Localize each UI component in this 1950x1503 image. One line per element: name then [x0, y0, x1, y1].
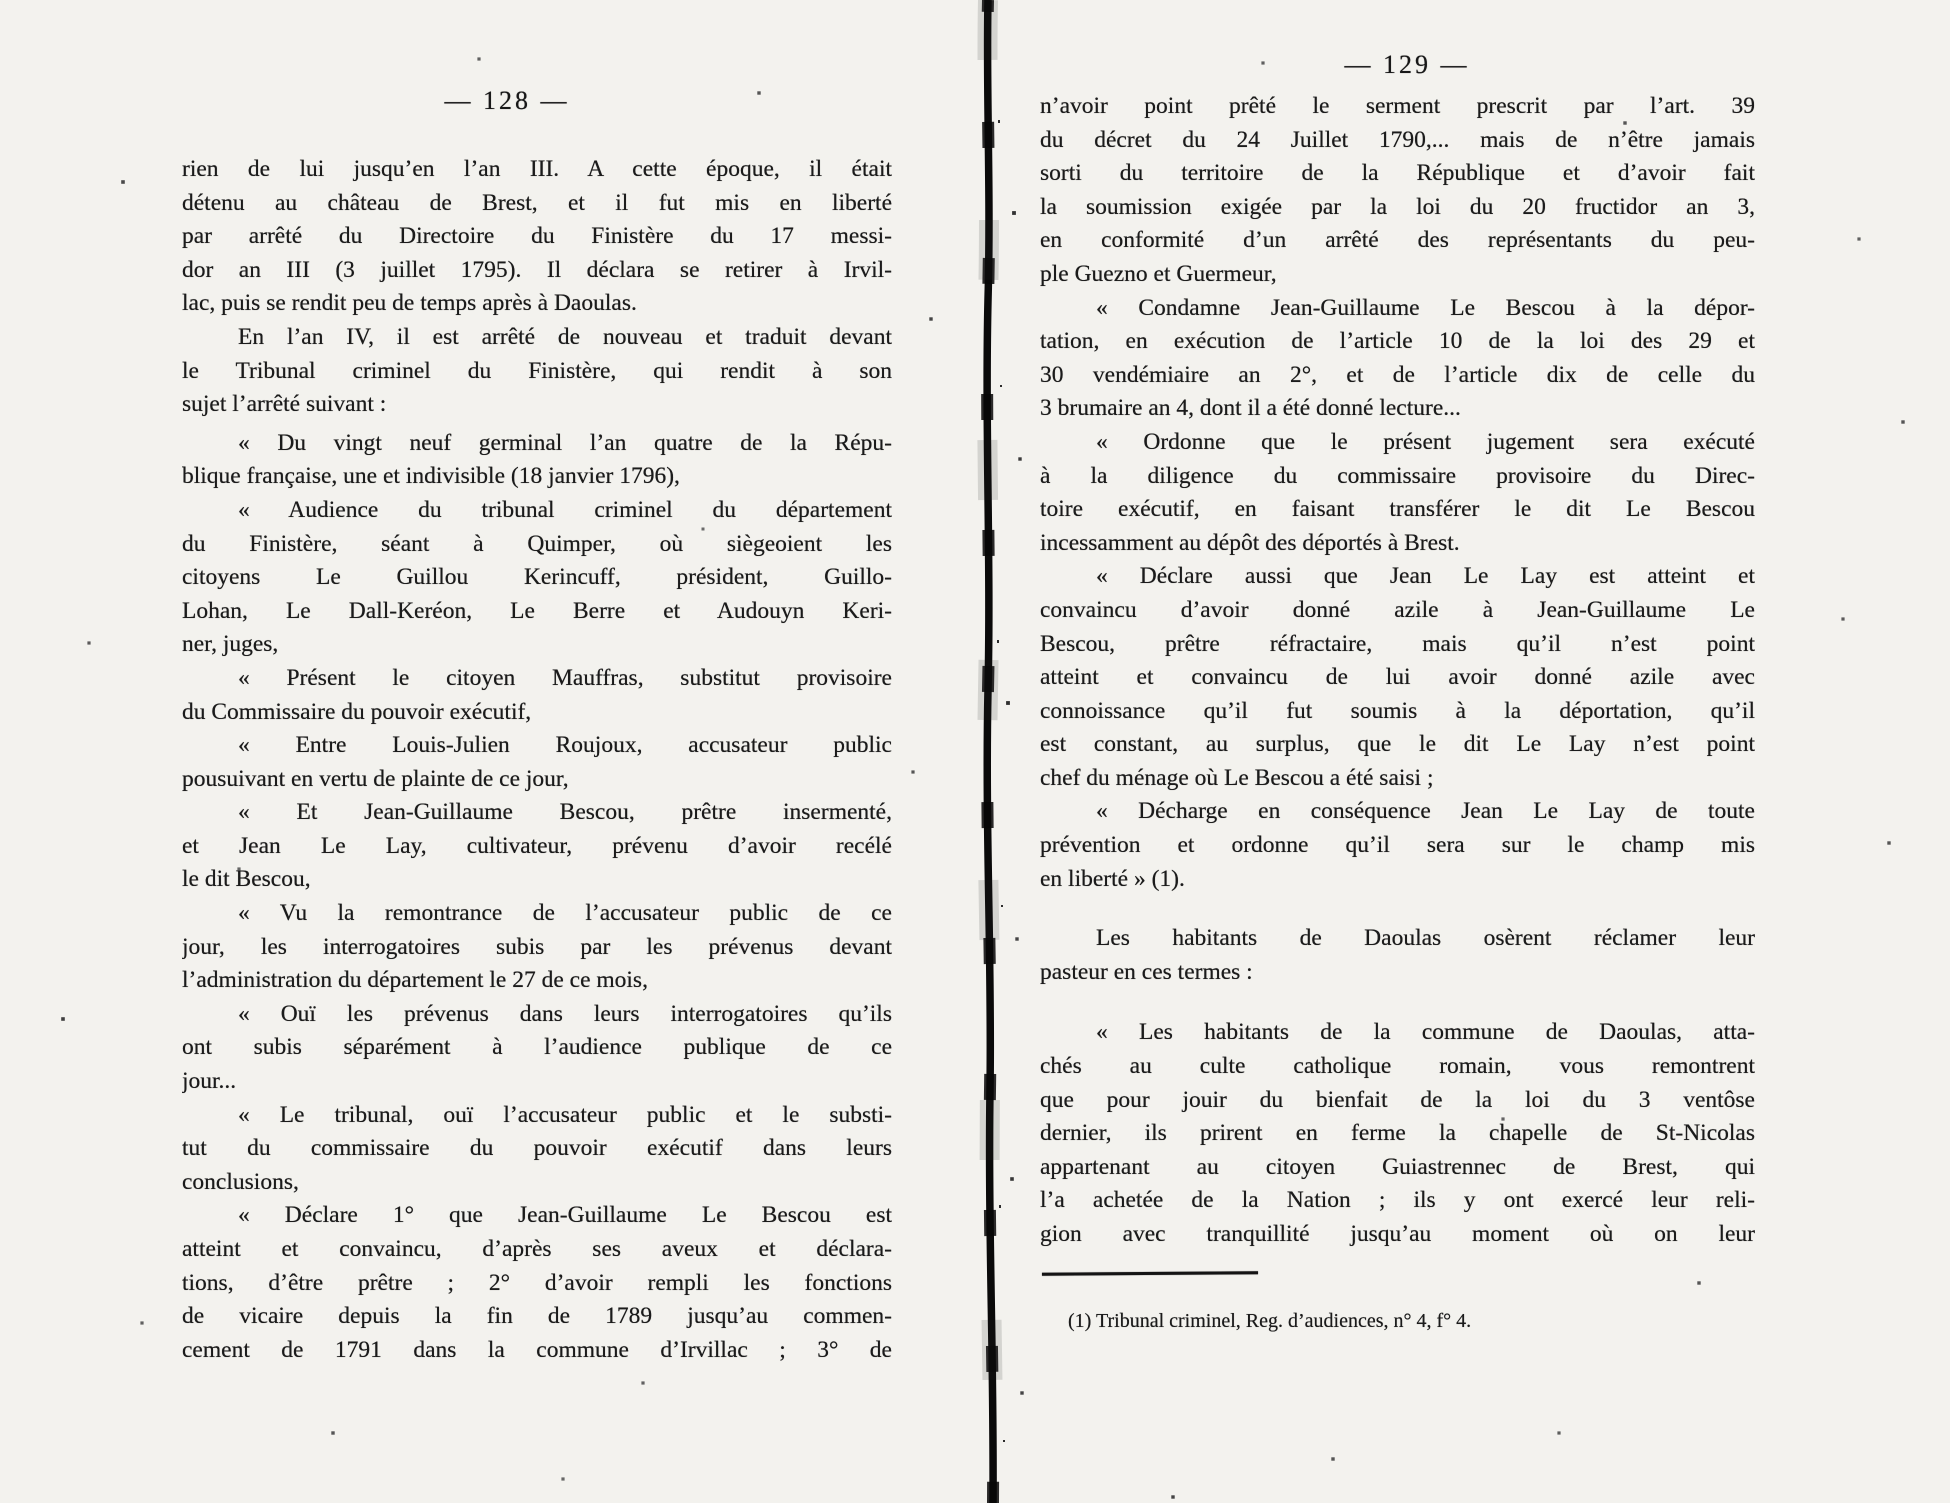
text-line: citoyens Le Guillou Kerincuff, président, Guillo-: [182, 564, 892, 591]
text-line: « Présent le citoyen Mauffras, substitut provisoire: [238, 664, 892, 691]
text-line: convaincu d’avoir donné azile à Jean-Guillaume Le: [1040, 596, 1755, 623]
page-left-body: [182, 153, 892, 1367]
text-line: « Et Jean-Guillaume Bescou, prêtre insermenté,: [238, 799, 892, 826]
text-line: 30 vendémiaire an 2°, et de l’article dix de celle du: [1040, 361, 1755, 388]
text-line: appartenant au citoyen Guiastrennec de Brest, qui: [1040, 1153, 1755, 1180]
text-line: que pour jouir du bienfait de la loi du 3 ventôse: [1040, 1086, 1755, 1113]
page-right-body: [1040, 90, 1755, 1252]
dust-specks: [0, 0, 2, 2]
text-line: par arrêté du Directoire du Finistère du 17 messi-: [182, 223, 892, 250]
text-line: connoissance qu’il fut soumis à la déportation, qu’il: [1040, 697, 1755, 724]
text-line: en conformité d’un arrêté des représentants du peu-: [1040, 227, 1755, 254]
paragraph: [1040, 560, 1755, 795]
paragraph: [182, 427, 892, 494]
text-line: chef du ménage où Le Bescou a été saisi ;: [1040, 764, 1434, 791]
text-line: prévention et ordonne qu’il sera sur le champ mis: [1040, 832, 1755, 859]
text-line: sorti du territoire de la République et d’avoir fait: [1040, 160, 1755, 187]
text-line: blique française, une et indivisible (18 janvier 1796),: [182, 463, 680, 490]
paragraph: [182, 662, 892, 729]
paragraph: [182, 1199, 892, 1367]
paragraph: [182, 729, 892, 796]
text-line: ple Guezno et Guermeur,: [1040, 260, 1277, 287]
text-line: « Ordonne que le présent jugement sera exécuté: [1096, 428, 1755, 455]
text-line: En l’an IV, il est arrêté de nouveau et traduit devant: [238, 323, 892, 350]
paragraph: [1040, 426, 1755, 560]
page-number-left: — 128 —: [444, 86, 570, 115]
text-line: incessamment au dépôt des déportés à Brest.: [1040, 529, 1460, 556]
text-line: conclusions,: [182, 1168, 299, 1195]
paragraph: [182, 796, 892, 897]
footnote: (1) Tribunal criminel, Reg. d’audiences, n° 4, f° 4.: [1068, 1310, 1472, 1332]
text-line: de vicaire depuis la fin de 1789 jusqu’au commen-: [182, 1303, 892, 1330]
text-line: l’administration du département le 27 de ce mois,: [182, 967, 648, 994]
paragraph: [182, 897, 892, 998]
page-number-right: — 129 —: [1344, 50, 1470, 79]
text-line: « Du vingt neuf germinal l’an quatre de la Répu-: [238, 429, 892, 456]
text-line: n’avoir point prêté le serment prescrit par l’art. 39: [1040, 93, 1755, 119]
text-line: « Condamne Jean-Guillaume Le Bescou à la dépor-: [1096, 294, 1755, 321]
text-line: « Audience du tribunal criminel du département: [238, 496, 892, 523]
paragraph: [182, 1099, 892, 1200]
text-line: sujet l’arrêté suivant :: [182, 391, 387, 418]
paragraph: [1040, 292, 1755, 426]
paragraph: [1040, 90, 1755, 292]
text-line: Les habitants de Daoulas osèrent réclamer leur: [1096, 925, 1755, 952]
text-line: tut du commissaire du pouvoir exécutif dans leurs: [182, 1135, 892, 1162]
text-line: pousuivant en vertu de plainte de ce jour,: [182, 765, 569, 792]
text-line: le Tribunal criminel du Finistère, qui rendit à son: [182, 357, 892, 384]
text-line: et Jean Le Lay, cultivateur, prévenu d’avoir recélé: [182, 832, 892, 859]
text-line: jour...: [182, 1068, 237, 1095]
text-line: « Le tribunal, ouï l’accusateur public et le substi-: [238, 1101, 892, 1128]
text-line: tions, d’être prêtre ; 2° d’avoir rempli les fonctions: [182, 1269, 892, 1296]
text-line: « Les habitants de la commune de Daoulas, atta-: [1096, 1019, 1755, 1046]
text-line: gion avec tranquillité jusqu’au moment où on leur: [1040, 1221, 1755, 1247]
text-line: dernier, ils prirent en ferme la chapelle de St-Nicolas: [1040, 1120, 1755, 1147]
text-line: rien de lui jusqu’en l’an III. A cette époque, il était: [182, 156, 892, 182]
text-line: cement de 1791 dans la commune d’Irvillac ; 3° de: [182, 1336, 892, 1363]
text-line: en liberté » (1).: [1040, 865, 1185, 892]
text-line: « Ouï les prévenus dans leurs interrogatoires qu’ils: [238, 1000, 892, 1027]
text-line: dor an III (3 juillet 1795). Il déclara se retirer à Irvil-: [182, 256, 892, 283]
text-line: pasteur en ces termes :: [1040, 958, 1253, 985]
text-line: toire exécutif, en faisant transférer le dit Le Bescou: [1040, 496, 1755, 523]
text-line: à la diligence du commissaire provisoire du Direc-: [1040, 462, 1755, 489]
paragraph: [1040, 922, 1755, 989]
paragraph: [182, 494, 892, 662]
text-line: l’a achetée de la Nation ; ils y ont exercé leur reli-: [1040, 1187, 1755, 1214]
text-line: « Déclare aussi que Jean Le Lay est atteint et: [1096, 563, 1755, 590]
text-line: du Commissaire du pouvoir exécutif,: [182, 698, 532, 725]
text-line: le dit Bescou,: [182, 866, 311, 893]
paragraph: [182, 321, 892, 422]
book-gutter: [960, 0, 1024, 1503]
text-line: atteint et convaincu de lui avoir donné azile avec: [1040, 664, 1755, 691]
text-line: jour, les interrogatoires subis par les prévenus devant: [182, 933, 892, 960]
text-line: chés au culte catholique romain, vous remontrent: [1040, 1053, 1755, 1080]
text-line: lac, puis se rendit peu de temps après à Daoulas.: [182, 290, 637, 317]
paragraph: [182, 153, 892, 321]
text-line: du décret du 24 Juillet 1790,... mais de n’être jamais: [1040, 126, 1755, 153]
text-line: 3 brumaire an 4, dont il a été donné lecture...: [1040, 395, 1461, 422]
text-line: « Déclare 1° que Jean-Guillaume Le Bescou est: [238, 1202, 892, 1229]
text-line: « Entre Louis-Julien Roujoux, accusateur public: [238, 732, 892, 759]
footnote-rule: [1042, 1271, 1258, 1276]
text-line: est constant, au surplus, que le dit Le Lay n’est point: [1040, 731, 1755, 758]
paragraph: [182, 998, 892, 1099]
text-line: tation, en exécution de l’article 10 de la loi des 29 et: [1040, 328, 1755, 355]
text-line: détenu au château de Brest, et il fut mis en liberté: [182, 189, 892, 216]
text-line: Lohan, Le Dall-Keréon, Le Berre et Audouyn Keri-: [182, 597, 892, 624]
text-line: atteint et convaincu, d’après ses aveux et déclara-: [182, 1236, 892, 1262]
text-line: du Finistère, séant à Quimper, où siègeoient les: [182, 530, 892, 557]
text-line: ner, juges,: [182, 631, 279, 658]
text-line: « Vu la remontrance de l’accusateur public de ce: [238, 900, 892, 927]
text-line: « Décharge en conséquence Jean Le Lay de toute: [1096, 798, 1755, 825]
text-line: ont subis séparément à l’audience publique de ce: [182, 1034, 892, 1061]
text-line: la soumission exigée par la loi du 20 fructidor an 3,: [1040, 193, 1755, 220]
paragraph: [1040, 1016, 1755, 1251]
text-line: Bescou, prêtre réfractaire, mais qu’il n’est point: [1040, 630, 1755, 657]
paragraph: [1040, 795, 1755, 896]
